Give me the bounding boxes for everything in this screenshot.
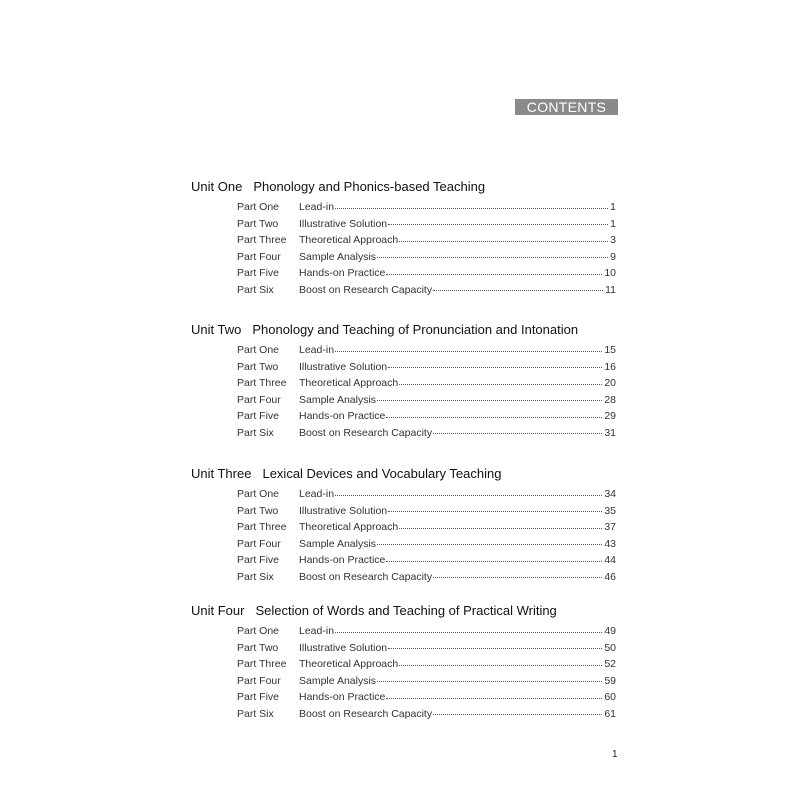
dot-leader <box>433 432 602 434</box>
toc-entry[interactable] <box>191 656 616 673</box>
unit-name: Phonology and Phonics-based Teaching <box>253 179 486 194</box>
part-label: Part Four <box>237 393 281 406</box>
part-title: Boost on Research Capacity <box>299 707 433 720</box>
part-title: Illustrative Solution <box>299 360 388 373</box>
part-label: Part Five <box>237 691 280 703</box>
part-title: Lead-in <box>299 344 335 356</box>
page-number: 1 <box>612 749 618 760</box>
dot-leader <box>388 223 608 225</box>
page-ref: 61 <box>604 707 616 720</box>
page-ref: 31 <box>604 426 616 439</box>
part-label: Part Six <box>237 426 274 439</box>
part-title: Illustrative Solution <box>299 641 388 654</box>
toc-entry[interactable] <box>191 375 616 392</box>
toc-entry[interactable] <box>191 359 616 376</box>
part-label: Part Six <box>237 570 274 583</box>
dot-leader <box>377 256 608 258</box>
unit-name: Lexical Devices and Vocabulary Teaching <box>262 466 502 481</box>
toc-entry[interactable] <box>191 536 616 553</box>
part-list <box>191 623 616 722</box>
part-label: Part Three <box>237 521 287 533</box>
page-ref: 59 <box>604 674 616 687</box>
page-ref: 44 <box>604 554 616 566</box>
page-ref: 9 <box>610 250 616 263</box>
part-label: Part Two <box>237 504 279 517</box>
page-ref: 1 <box>610 201 616 213</box>
part-label: Part One <box>237 201 280 213</box>
dot-leader <box>335 494 602 496</box>
part-title: Boost on Research Capacity <box>299 570 433 583</box>
part-list <box>191 342 616 441</box>
part-title: Theoretical Approach <box>299 521 399 533</box>
page-ref: 50 <box>604 641 616 654</box>
dot-leader <box>335 350 602 352</box>
page-ref: 49 <box>604 625 616 637</box>
page-ref: 35 <box>604 504 616 517</box>
page-ref: 28 <box>604 393 616 406</box>
part-title: Boost on Research Capacity <box>299 283 433 296</box>
part-title: Sample Analysis <box>299 250 377 263</box>
unit-number: Unit Four <box>191 603 245 618</box>
dot-leader <box>433 289 603 291</box>
toc-entry[interactable] <box>191 425 616 442</box>
dot-leader <box>433 576 602 578</box>
part-list <box>191 486 616 585</box>
unit-number: Unit One <box>191 179 243 194</box>
toc-entry[interactable] <box>191 216 616 233</box>
toc-entry[interactable] <box>191 342 616 359</box>
part-label: Part One <box>237 344 280 356</box>
toc-entry[interactable] <box>191 673 616 690</box>
part-title: Boost on Research Capacity <box>299 426 433 439</box>
part-label: Part Three <box>237 377 287 389</box>
toc-entry[interactable] <box>191 552 616 569</box>
part-label: Part Two <box>237 360 279 373</box>
page-ref: 11 <box>605 283 616 296</box>
dot-leader <box>386 560 602 562</box>
dot-leader <box>377 399 602 401</box>
part-label: Part Six <box>237 707 274 720</box>
toc-entry[interactable] <box>191 392 616 409</box>
toc-entry[interactable] <box>191 486 616 503</box>
part-title: Lead-in <box>299 201 335 213</box>
part-label: Part One <box>237 625 280 637</box>
dot-leader <box>386 273 602 275</box>
part-label: Part Five <box>237 554 280 566</box>
dot-leader <box>388 366 602 368</box>
dot-leader <box>399 383 602 385</box>
unit-block <box>191 179 616 298</box>
toc-entry[interactable] <box>191 706 616 723</box>
part-label: Part Five <box>237 267 280 279</box>
page-ref: 20 <box>604 377 616 389</box>
part-label: Part Four <box>237 674 281 687</box>
part-title: Hands-on Practice <box>299 554 386 566</box>
part-title: Hands-on Practice <box>299 691 386 703</box>
part-title: Sample Analysis <box>299 393 377 406</box>
page-ref: 15 <box>604 344 616 356</box>
dot-leader <box>335 631 602 633</box>
unit-number: Unit Three <box>191 466 252 481</box>
dot-leader <box>399 527 602 529</box>
page-ref: 3 <box>610 234 616 246</box>
dot-leader <box>377 543 602 545</box>
toc-entry[interactable] <box>191 623 616 640</box>
part-title: Theoretical Approach <box>299 234 399 246</box>
toc-entry[interactable] <box>191 640 616 657</box>
page-ref: 1 <box>610 217 616 230</box>
part-label: Part Three <box>237 234 287 246</box>
dot-leader <box>399 240 608 242</box>
page-ref: 43 <box>604 537 616 550</box>
part-label: Part One <box>237 488 280 500</box>
part-title: Theoretical Approach <box>299 658 399 670</box>
unit-number: Unit Two <box>191 322 242 337</box>
toc-entry[interactable] <box>191 199 616 216</box>
toc-entry[interactable] <box>191 689 616 706</box>
part-title: Hands-on Practice <box>299 267 386 279</box>
part-label: Part Two <box>237 641 279 654</box>
toc-entry[interactable] <box>191 408 616 425</box>
toc-entry[interactable] <box>191 265 616 282</box>
unit-block <box>191 466 616 585</box>
toc-entry[interactable] <box>191 232 616 249</box>
dot-leader <box>335 207 608 209</box>
part-label: Part Six <box>237 283 274 296</box>
part-label: Part Four <box>237 250 281 263</box>
page-ref: 16 <box>604 360 616 373</box>
toc-entry[interactable] <box>191 249 616 266</box>
part-title: Sample Analysis <box>299 537 377 550</box>
part-title: Lead-in <box>299 488 335 500</box>
unit-name: Phonology and Teaching of Pronunciation and Intonation <box>252 322 579 337</box>
page-ref: 37 <box>604 521 616 533</box>
part-title: Sample Analysis <box>299 674 377 687</box>
part-list <box>191 199 616 298</box>
part-title: Illustrative Solution <box>299 217 388 230</box>
dot-leader <box>388 510 602 512</box>
part-label: Part Four <box>237 537 281 550</box>
unit-title[interactable] <box>191 603 616 621</box>
unit-block <box>191 322 616 441</box>
page-ref: 29 <box>604 410 616 422</box>
unit-block <box>191 603 616 722</box>
page-ref: 60 <box>604 691 616 703</box>
dot-leader <box>433 713 602 715</box>
page-ref: 10 <box>604 267 616 279</box>
dot-leader <box>386 416 602 418</box>
part-title: Lead-in <box>299 625 335 637</box>
dot-leader <box>377 680 602 682</box>
page-ref: 46 <box>604 570 616 583</box>
toc-entry[interactable] <box>191 282 616 299</box>
dot-leader <box>388 647 602 649</box>
page-ref: 52 <box>604 658 616 670</box>
unit-name: Selection of Words and Teaching of Practical Writing <box>255 603 557 618</box>
toc-entry[interactable] <box>191 569 616 586</box>
part-label: Part Five <box>237 410 280 422</box>
contents-heading: CONTENTS <box>515 99 618 115</box>
part-label: Part Two <box>237 217 279 230</box>
dot-leader <box>386 697 602 699</box>
part-title: Theoretical Approach <box>299 377 399 389</box>
part-title: Hands-on Practice <box>299 410 386 422</box>
part-label: Part Three <box>237 658 287 670</box>
part-title: Illustrative Solution <box>299 504 388 517</box>
dot-leader <box>399 664 602 666</box>
page-ref: 34 <box>604 488 616 500</box>
toc-entry[interactable] <box>191 519 616 536</box>
unit-title[interactable] <box>191 322 616 340</box>
unit-title[interactable] <box>191 466 616 484</box>
unit-title[interactable] <box>191 179 616 197</box>
toc-entry[interactable] <box>191 503 616 520</box>
